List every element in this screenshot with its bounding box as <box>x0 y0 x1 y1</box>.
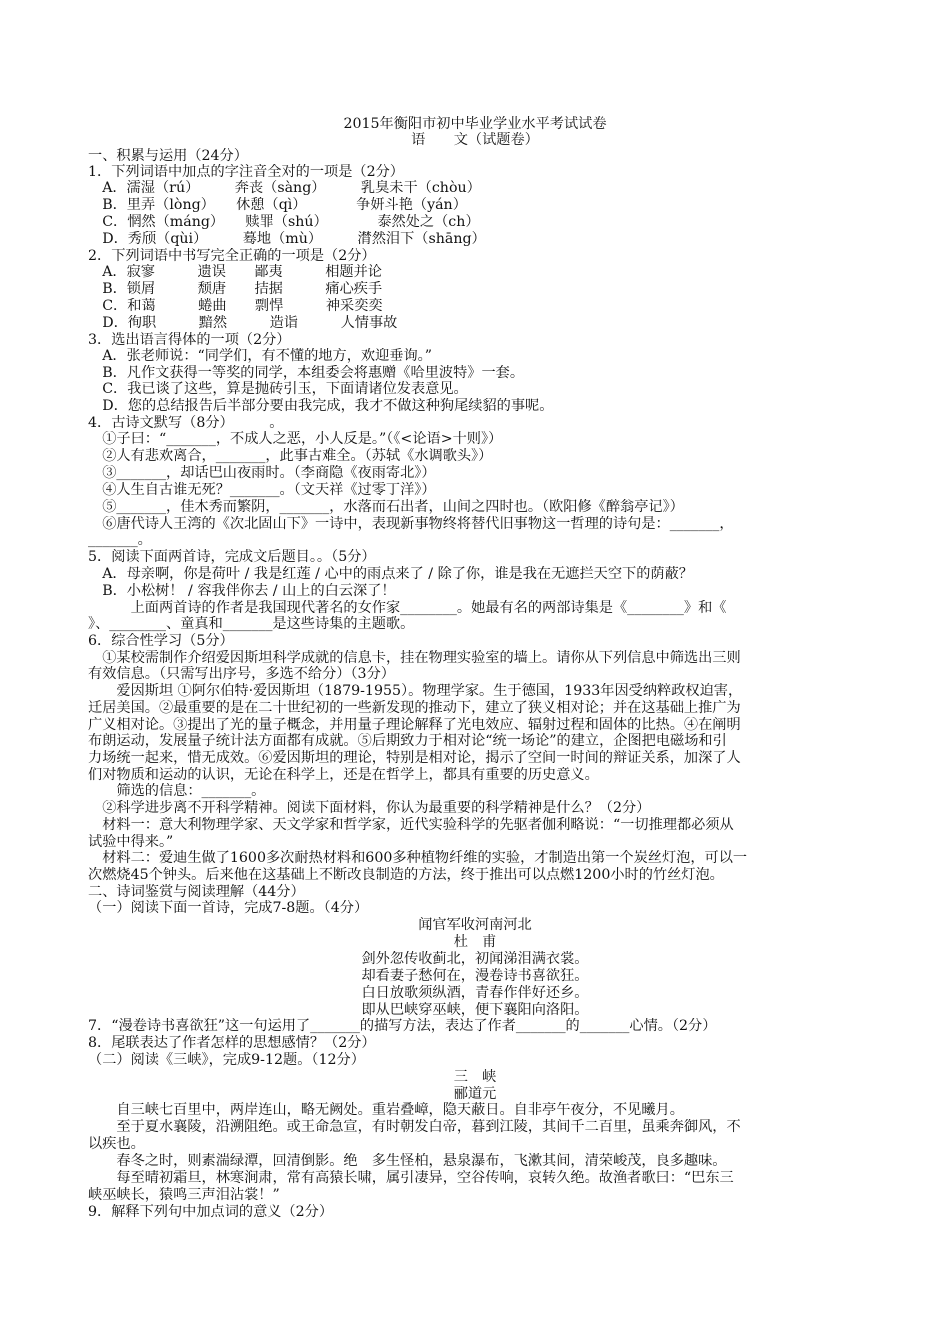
poem-author: 杜 甫 <box>453 934 497 950</box>
question-stem: 5．阅读下面两首诗，完成文后题目。。（5分） <box>88 549 376 565</box>
poem-line: ⑤_______，佳木秀而繁阴，_______，水落而石出者，山间之四时也。（欧阳修《醉翁亭记》） <box>88 499 684 515</box>
option-line: B．小松树！ / 容我伴你去 / 山上的白云深了！ <box>88 583 396 599</box>
paragraph-line: 次燃烧45个钟头。后来他在这基础上不断改良制造的方法，终于推出可以点燃1200小时的竹丝灯泡。 <box>88 867 724 883</box>
paragraph-line: 自三峡七百里中，两岸连山，略无阙处。重岩叠嶂，隐天蔽日。自非亭午夜分，不见曦月。 <box>88 1102 684 1118</box>
question-stem: 4．古诗文默写（8分） 。 <box>88 415 284 431</box>
poem-title: 闻官军收河南河北 <box>418 917 532 933</box>
paragraph-line: 有效信息。（只需写出序号，多选不给分）（3分） <box>88 666 395 682</box>
option-line: D．秀颀（qùi） 蓦地（mù） 潸然泪下（shāng） <box>88 231 486 247</box>
paragraph-line: 材料二：爱迪生做了1600多次耐热材料和600多种植物纤维的实验，才制造出第一个炭丝灯泡，可以一 <box>88 850 748 866</box>
exam-title: 2015年衡阳市初中毕业学业水平考试试卷 <box>343 116 607 132</box>
question-stem: 7．“漫卷诗书喜欲狂”这一句运用了_______的描写方法，表达了作者_______的_______心情。（2分） <box>88 1018 717 1034</box>
paragraph-line: 以疾也。 <box>88 1136 145 1152</box>
paragraph-line: ①某校需制作介绍爱因斯坦科学成就的信息卡，挂在物理实验室的墙上。请你从下列信息中筛选出三则 <box>88 650 741 666</box>
section-heading: 一、积累与运用（24分） <box>88 148 248 164</box>
paragraph-line: 们对物质和运动的认识，无论在科学上，还是在哲学上，都具有重要的历史意义。 <box>88 767 599 783</box>
question-stem: 8．尾联表达了作者怎样的思想感情？（2分） <box>88 1035 376 1051</box>
paragraph-line: 至于夏水襄陵，沿溯阻绝。或王命急宣，有时朝发白帝，暮到江陵，其间千二百里，虽乘奔御风，不 <box>88 1119 741 1135</box>
option-line: B．凡作文获得一等奖的同学，本组委会将惠赠《哈里波特》一套。 <box>88 365 525 381</box>
poem-line: 白日放歌须纵酒，青春作伴好还乡。 <box>361 985 589 1001</box>
paragraph-line: 筛选的信息：_______。 <box>88 783 266 799</box>
option-line: D．徇职 黯然 造诣 人情事故 <box>88 315 398 331</box>
exam-subtitle: 语 文（试题卷） <box>411 132 539 148</box>
poem-line: ④人生自古谁无死？_______。（文天祥《过零丁洋》） <box>88 482 436 498</box>
essay-title: 三 峡 <box>453 1069 497 1085</box>
question-stem: （二）阅读《三峡》，完成9-12题。（12分） <box>88 1052 365 1068</box>
option-line: C．惘然（máng） 赎罪（shú） 泰然处之（ch） <box>88 214 480 230</box>
paragraph-line: 试验中得来。” <box>88 834 174 850</box>
poem-line: ③_______，却话巴山夜雨时。（李商隐《夜雨寄北》） <box>88 465 436 481</box>
poem-line: ⑥唐代诗人王湾的《次北固山下》一诗中，表现新事物终将替代旧事物这一哲理的诗句是：_______， <box>88 516 734 532</box>
paragraph-line: 上面两首诗的作者是我国现代著名的女作家________。她最有名的两部诗集是《________》和《 <box>88 600 727 616</box>
option-line: A．寂寥 遗误 鄙夷 相题并论 <box>88 264 382 280</box>
poem-line: 剑外忽传收蓟北，初闻涕泪满衣裳。 <box>361 951 589 967</box>
option-line: B．锁屑 颓唐 拮据 痛心疾手 <box>88 281 383 297</box>
option-line: C．和蔼 蜷曲 剽悍 神采奕奕 <box>88 298 383 314</box>
question-stem: 6．综合性学习（5分） <box>88 633 234 649</box>
paragraph-line: 材料一：意大利物理学家、天文学家和哲学家，近代实验科学的先驱者伽利略说：“一切推理都必须从 <box>88 817 734 833</box>
option-line: A．张老师说：“同学们，有不懂的地方，欢迎垂询。” <box>88 348 432 364</box>
paragraph-line: ②科学进步离不开科学精神。阅读下面材料，你认为最重要的科学精神是什么？（2分） <box>88 800 651 816</box>
poem-line: 即从巴峡穿巫峡，便下襄阳向洛阳。 <box>361 1002 589 1018</box>
poem-line: 却看妻子愁何在，漫卷诗书喜欲狂。 <box>361 968 589 984</box>
option-line: A．母亲啊，你是荷叶 / 我是红莲 / 心中的雨点来了 / 除了你，谁是我在无遮拦天空下的荫蔽？ <box>88 566 693 582</box>
option-line: C．我已谈了这些，算是抛砖引玉，下面请诸位发表意见。 <box>88 381 468 397</box>
section-heading: 二、诗词鉴赏与阅读理解（44分） <box>88 884 305 900</box>
paragraph-line: 迁居美国。②最重要的是在二十世纪初的一些新发现的推动下，建立了狭义相对论；并在这基础上推广为 <box>88 700 741 716</box>
question-stem: 2．下列词语中书写完全正确的一项是（2分） <box>88 248 376 264</box>
paragraph-line: 春冬之时，则素湍绿潭，回清倒影。绝 多生怪柏，悬泉瀑布，飞漱其间，清荣峻茂，良多趣味。 <box>88 1153 727 1169</box>
essay-author: 郦道元 <box>453 1086 497 1102</box>
paragraph-line: 力场统一起来，惜无成效。⑥爱因斯坦的理论，特别是相对论，揭示了空间一时间的辩证关系，加深了人 <box>88 750 741 766</box>
option-line: A．濡湿（rú） 奔丧（sàng） 乳臭未干（chòu） <box>88 180 481 196</box>
question-stem: 1．下列词语中加点的字注音全对的一项是（2分） <box>88 164 404 180</box>
paragraph-line: 每至晴初霜旦，林寒涧肃，常有高猿长啸，属引凄异，空谷传响，哀转久绝。故渔者歌曰：“巴东三 <box>88 1170 734 1186</box>
paragraph-line: 》、________、童真和_______是这些诗集的主题歌。 <box>88 616 415 632</box>
paragraph-line: 爱因斯坦 ①阿尔伯特·爱因斯坦（1879-1955）。物理学家。生于德国，1933年因受纳粹政权迫害， <box>88 683 743 699</box>
poem-line: ②人有悲欢离合，_______，此事古难全。（苏轼《水调歌头》） <box>88 448 493 464</box>
paragraph-line: 峡巫峡长，猿鸣三声泪沾裳！” <box>88 1187 280 1203</box>
poem-line: _______。 <box>88 532 152 548</box>
paragraph-line: 广义相对论。③提出了光的量子概念，并用量子理论解释了光电效应、辐射过程和固体的比热。④在阐明 <box>88 717 741 733</box>
question-stem: 9．解释下列句中加点词的意义（2分） <box>88 1204 334 1220</box>
option-line: B．里弄（lòng） 休憩（qì） 争妍斗艳（yán） <box>88 197 467 213</box>
option-line: D．您的总结报告后半部分要由我完成，我才不做这种狗尾续貂的事呢。 <box>88 398 554 414</box>
question-stem: 3．选出语言得体的一项（2分） <box>88 332 291 348</box>
question-stem: （一）阅读下面一首诗，完成7-8题。（4分） <box>88 900 369 916</box>
poem-line: ①子曰：“_______，不成人之恶，小人反是。”（《<论语>十则》） <box>88 431 503 447</box>
paragraph-line: 布朗运动，发展量子统计法方面都有成就。⑤后期致力于相对论“统一场论”的建立，企图把电磁场和引 <box>88 733 727 749</box>
